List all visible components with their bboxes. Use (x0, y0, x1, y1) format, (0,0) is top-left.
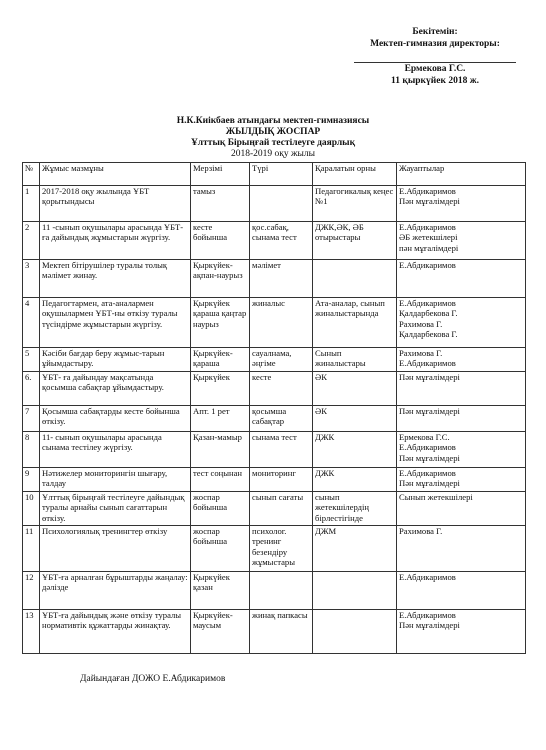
row-term: Қыркүйек қараша қаңтар наурыз (191, 298, 250, 348)
academic-year: 2018-2019 оқу жылы (230, 149, 316, 159)
table-row (23, 372, 526, 406)
column-header: Қаралатын орны (313, 163, 397, 186)
row-responsible: Сынып жетекшілері (397, 492, 526, 526)
row-number: 2 (23, 222, 40, 260)
row-term: жоспар бойынша (191, 492, 250, 526)
row-place: сынып жетекшілердің бірлестігінде (313, 492, 397, 526)
approval-position: Мектеп-гимназия директоры: (370, 39, 500, 49)
row-place: ӘК (313, 406, 397, 432)
row-content: Нәтижелер мониторингін шығару, талдау (40, 468, 191, 492)
column-header: № (23, 163, 40, 186)
document-header (0, 116, 546, 160)
row-content: Психологиялық тренингтер өткізу (40, 526, 191, 572)
row-term: Қыркүйек (191, 372, 250, 406)
row-type (250, 186, 313, 222)
row-type: сынама тест (250, 432, 313, 468)
row-content: Мектеп бітірушілер туралы толық мәлімет жинау. (40, 260, 191, 298)
column-header: Мерзімі (191, 163, 250, 186)
row-type: жиналыс (250, 298, 313, 348)
signature-line (354, 52, 516, 63)
plan-title: ЖЫЛДЫҚ ЖОСПАР (225, 127, 321, 137)
row-place (313, 260, 397, 298)
row-number: 7 (23, 406, 40, 432)
row-term: Қыркүйек-маусым (191, 610, 250, 654)
row-responsible: Пән мұғалімдері (397, 406, 526, 432)
row-type: кесте (250, 372, 313, 406)
row-number: 12 (23, 572, 40, 610)
row-responsible: Е.Абдикаримов Қалдарбекова Г. Рахимова Г. Қалдарбекова Г. (397, 298, 526, 348)
row-place: Педагогикалық кеңес №1 (313, 186, 397, 222)
row-responsible: Е.Абдикаримов Пән мұғалімдері (397, 186, 526, 222)
approval-block (340, 26, 530, 87)
row-responsible: Рахимова Г. Е.Абдикаримов (397, 348, 526, 372)
table-row (23, 260, 526, 298)
row-content: 11 -сынып оқушылары арасында ҰБТ-ға дайындық жұмыстарын жүргізу. (40, 222, 191, 260)
row-content: 11- сынып оқушылары арасында сынама тестілеу жүргізу. (40, 432, 191, 468)
row-type: жинақ папкасы (250, 610, 313, 654)
row-number: 5 (23, 348, 40, 372)
row-content: ҰБТ-ға дайындық және өткізу туралы нормативтік құжаттарды жинақтау. (40, 610, 191, 654)
row-type: қосымша сабақтар (250, 406, 313, 432)
row-place: ДЖК (313, 432, 397, 468)
column-header: Жауаптылар (397, 163, 526, 186)
table-row (23, 572, 526, 610)
row-content: ҰБТ-ға арналған бұрыштарды жаңалау: дәлізде (40, 572, 191, 610)
row-place: Сынып жиналыстары (313, 348, 397, 372)
row-term: Қазан-мамыр (191, 432, 250, 468)
row-responsible: Е.Абдикаримов (397, 572, 526, 610)
row-content: Кәсіби бағдар беру жұмыс-тарын ұйымдастыру. (40, 348, 191, 372)
plan-table (22, 162, 526, 654)
row-term: жоспар бойынша (191, 526, 250, 572)
row-number: 1 (23, 186, 40, 222)
prepared-by: Дайындаған ДОЖО Е.Абдикаримов (80, 674, 226, 684)
row-type: психолог. тренинг безендіру жұмыстары (250, 526, 313, 572)
row-number: 8 (23, 432, 40, 468)
row-type: сауалнама, әңгіме (250, 348, 313, 372)
table-row (23, 492, 526, 526)
row-content: 2017-2018 оқу жылында ҰБТ қорытындысы (40, 186, 191, 222)
row-responsible: Рахимова Г. (397, 526, 526, 572)
approval-name: Ермекова Г.С. (404, 64, 466, 74)
row-number: 13 (23, 610, 40, 654)
row-responsible: Е.Абдикаримов ӘБ жетекшілері пән мұғалімдері (397, 222, 526, 260)
row-type (250, 572, 313, 610)
plan-subject: Ұлттық Бірыңғай тестілеуге даярлық (190, 138, 356, 148)
row-number: 3 (23, 260, 40, 298)
row-place: ДЖК (313, 468, 397, 492)
row-number: 10 (23, 492, 40, 526)
row-number: 11 (23, 526, 40, 572)
column-header: Жұмыс мазмұны (40, 163, 191, 186)
table-row (23, 298, 526, 348)
row-term: тест соңынан (191, 468, 250, 492)
table-row (23, 406, 526, 432)
table-row (23, 348, 526, 372)
table-row (23, 186, 526, 222)
row-type: қос.сабақ, сынама тест (250, 222, 313, 260)
row-content: Ұлттық бірыңғай тестілеуге дайындық туралы арнайы сынып сағаттарын өткізу. (40, 492, 191, 526)
row-responsible: Е.Абдикаримов (397, 260, 526, 298)
row-number: 4 (23, 298, 40, 348)
row-number: 9 (23, 468, 40, 492)
table-row (23, 222, 526, 260)
row-content: Қосымша сабақтарды кесте бойынша өткізу. (40, 406, 191, 432)
row-responsible: Ермекова Г.С. Е.Абдикаримов Пән мұғалімдері (397, 432, 526, 468)
approval-title: Бекітемін: (412, 27, 458, 37)
approval-date: 11 қыркүйек 2018 ж. (391, 76, 479, 86)
school-name: Н.К.Киікбаев атындағы мектеп-гимназиясы (176, 116, 370, 126)
row-term: Қыркүйек қазан (191, 572, 250, 610)
table-row (23, 468, 526, 492)
row-place: ДЖК,ӘК, ӘБ отырыстары (313, 222, 397, 260)
table-row (23, 610, 526, 654)
row-term: кесте бойынша (191, 222, 250, 260)
row-content: Педагогтармен, ата-аналармен оқушылармен ҰБТ-ны өткізу туралы түсіндірме жұмыстарын жүргізу. (40, 298, 191, 348)
row-responsible: Е.Абдикаримов Пән мұғалімдері (397, 610, 526, 654)
row-type: сынып сағаты (250, 492, 313, 526)
row-place: Ата-аналар, сынып жиналыстарында (313, 298, 397, 348)
column-header: Түрі (250, 163, 313, 186)
table-header-row (23, 163, 526, 186)
row-responsible: Пән мұғалімдері (397, 372, 526, 406)
table-row (23, 432, 526, 468)
row-type: мониторинг (250, 468, 313, 492)
row-term: Апт. 1 рет (191, 406, 250, 432)
row-place (313, 610, 397, 654)
row-number: 6. (23, 372, 40, 406)
row-term: Қыркүйек-ақпан-наурыз (191, 260, 250, 298)
row-content: ҰБТ- ға дайындау мақсатында қосымша сабақтар ұйымдастыру. (40, 372, 191, 406)
row-place (313, 572, 397, 610)
row-term: Қыркүйек-қараша (191, 348, 250, 372)
row-place: ӘК (313, 372, 397, 406)
row-place: ДЖМ (313, 526, 397, 572)
table-row (23, 526, 526, 572)
row-term: тамыз (191, 186, 250, 222)
row-responsible: Е.Абдикаримов Пән мұғалімдері (397, 468, 526, 492)
row-type: мәлімет (250, 260, 313, 298)
